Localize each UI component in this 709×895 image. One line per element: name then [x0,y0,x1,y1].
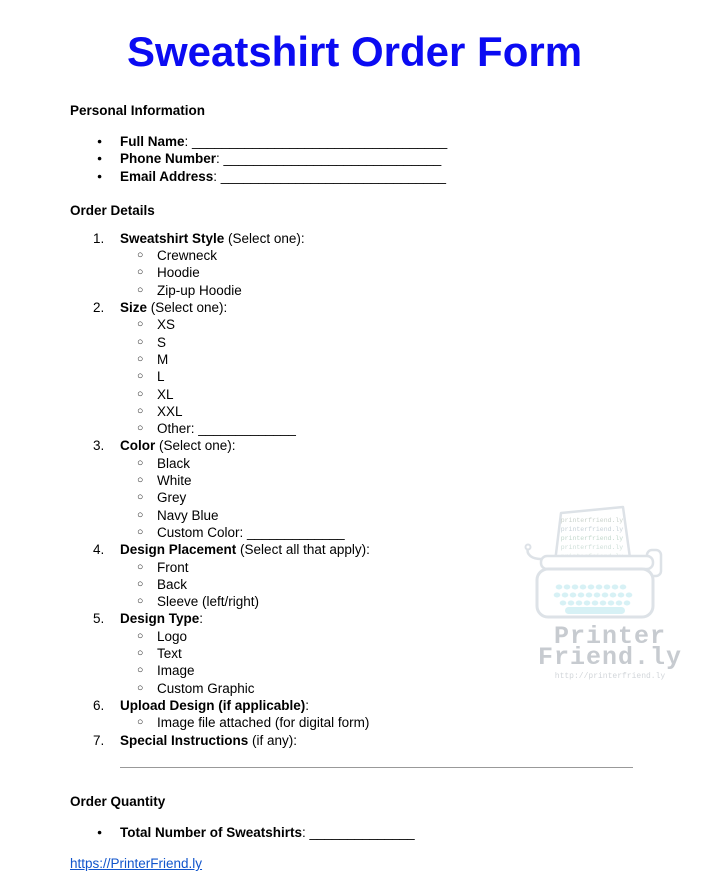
watermark-paper-text: printerfriend.ly [560,517,624,524]
option-label: Text [157,646,182,662]
order-details-list [70,230,639,749]
option-label: Other: _____________ [157,421,296,437]
option-label: L [157,369,165,385]
item-suffix: (if any): [248,732,298,748]
bullet-icon: ● [97,826,103,837]
watermark-brand-line2: Friend.ly [537,643,683,672]
section-heading-order-quantity: Order Quantity [70,793,166,809]
option-label: Navy Blue [157,507,219,523]
option-label: S [157,334,167,350]
item-label: Design Type [120,611,200,627]
option-item [70,645,639,662]
numbered-item [70,732,639,749]
hollow-circle-icon: ○ [137,716,144,729]
option-label: XS [157,317,176,333]
option-label: Front [157,559,189,575]
hollow-circle-icon: ○ [137,456,144,469]
hollow-circle-icon: ○ [137,647,144,660]
option-label: Sleeve (left/right) [157,594,260,610]
hollow-circle-icon: ○ [137,404,144,417]
numbered-item [70,610,639,627]
hollow-circle-icon: ○ [137,629,144,642]
option-label: Grey [157,490,187,506]
hollow-circle-icon: ○ [137,387,144,400]
hollow-circle-icon: ○ [137,318,144,331]
option-item [70,420,639,437]
hollow-circle-icon: ○ [137,352,144,365]
numbered-item [70,230,639,247]
option-label: White [157,473,192,489]
item-text [120,299,227,316]
item-suffix: (Select all that apply): [236,542,370,558]
hollow-circle-icon: ○ [137,577,144,590]
hollow-circle-icon: ○ [137,266,144,279]
option-item [70,680,639,697]
option-label: Logo [157,628,188,644]
option-item [70,662,639,679]
option-label: Black [157,455,191,471]
hollow-circle-icon: ○ [137,335,144,348]
list-item [70,150,639,167]
item-text [120,541,370,558]
option-item [70,714,639,731]
option-label: Zip-up Hoodie [157,282,242,298]
item-label: Size [120,300,148,316]
item-suffix: (Select one): [155,438,236,454]
document-content [0,103,709,873]
option-label: Image [157,663,195,679]
item-number: 6. [93,697,105,713]
item-suffix: (Select one): [224,230,305,246]
hollow-circle-icon: ○ [137,525,144,538]
hollow-circle-icon: ○ [137,370,144,383]
option-label: XXL [157,403,183,419]
option-item [70,316,639,333]
watermark-paper-text: printerfriend.ly [560,535,624,542]
item-number: 2. [93,300,105,316]
watermark-paper-text: printerfriend.ly [560,526,624,533]
option-label: Custom Color: _____________ [157,524,345,540]
special-instructions-answer-line [120,767,633,768]
numbered-item [70,697,639,714]
option-label: Image file attached (for digital form) [157,715,370,731]
option-item [70,559,639,576]
item-text [120,697,309,714]
option-label: Back [157,576,188,592]
item-suffix: : [305,697,310,713]
item-text [120,230,305,247]
option-label: XL [157,386,174,402]
item-suffix: (Select one): [147,300,228,316]
hollow-circle-icon: ○ [137,508,144,521]
item-label: Color [120,438,156,454]
numbered-item [70,541,639,558]
option-label: Crewneck [157,248,218,264]
bullet-icon: ● [97,136,103,146]
item-label: Total Number of Sweatshirts [120,824,303,840]
numbered-item [70,437,639,454]
option-item [70,524,639,541]
item-blank-line: : _____________________________ [216,151,442,167]
page-title: Sweatshirt Order Form [126,28,583,75]
hollow-circle-icon: ○ [137,664,144,677]
option-item [70,455,639,472]
hollow-circle-icon: ○ [137,283,144,296]
order-quantity-list [70,824,639,841]
option-item [70,368,639,385]
item-number: 7. [93,732,105,748]
bullet-icon: ● [97,170,103,181]
item-text [120,732,297,749]
item-number: 5. [93,611,105,627]
option-item [70,247,639,264]
item-label: Design Placement [120,542,237,558]
list-item [70,133,639,150]
item-blank-line: : ______________________________ [213,168,447,184]
option-item [70,403,639,420]
item-label: Email Address [120,168,214,184]
item-label: Upload Design (if applicable) [120,697,306,713]
numbered-item [70,299,639,316]
item-text [120,133,447,150]
watermark-url: http://printerfriend.ly [554,672,666,681]
hollow-circle-icon: ○ [137,422,144,435]
watermark-paper-text: printerfriend.ly [560,544,624,551]
option-item [70,489,639,506]
item-suffix: : [199,611,204,627]
section-heading-order-details: Order Details [70,202,155,218]
option-label: M [157,351,169,367]
option-item [70,264,639,281]
section-heading-personal-information: Personal Information [70,103,206,118]
hollow-circle-icon: ○ [137,474,144,487]
list-item [70,824,639,841]
option-item [70,507,639,524]
item-text [120,150,441,167]
watermark-brand-line1: Printer [553,622,667,651]
option-item [70,334,639,351]
item-text [120,610,203,627]
hollow-circle-icon: ○ [137,249,144,262]
item-blank-line: : __________________________________ [184,134,448,149]
printerfriendly-link[interactable]: https://PrinterFriend.ly [70,856,203,872]
option-label: Hoodie [157,265,200,281]
item-text [120,437,236,454]
item-blank-line: : ______________ [302,824,415,840]
hollow-circle-icon: ○ [137,491,144,504]
personal-information-list [70,133,639,185]
item-number: 4. [93,542,105,558]
item-number: 1. [93,230,105,246]
option-item [70,593,639,610]
option-label: Custom Graphic [157,680,255,696]
hollow-circle-icon: ○ [137,681,144,694]
option-item [70,386,639,403]
item-label: Full Name [120,134,185,149]
option-item [70,282,639,299]
option-item [70,351,639,368]
item-label: Phone Number [120,151,217,167]
bullet-icon: ● [97,153,103,164]
item-text [120,168,446,185]
item-label: Sweatshirt Style [120,230,225,246]
option-item [70,628,639,645]
option-item [70,472,639,489]
hollow-circle-icon: ○ [137,595,144,608]
item-label: Special Instructions [120,732,249,748]
item-number: 3. [93,438,105,454]
list-item [70,168,639,185]
hollow-circle-icon: ○ [137,560,144,573]
item-text [120,824,415,841]
option-item [70,576,639,593]
